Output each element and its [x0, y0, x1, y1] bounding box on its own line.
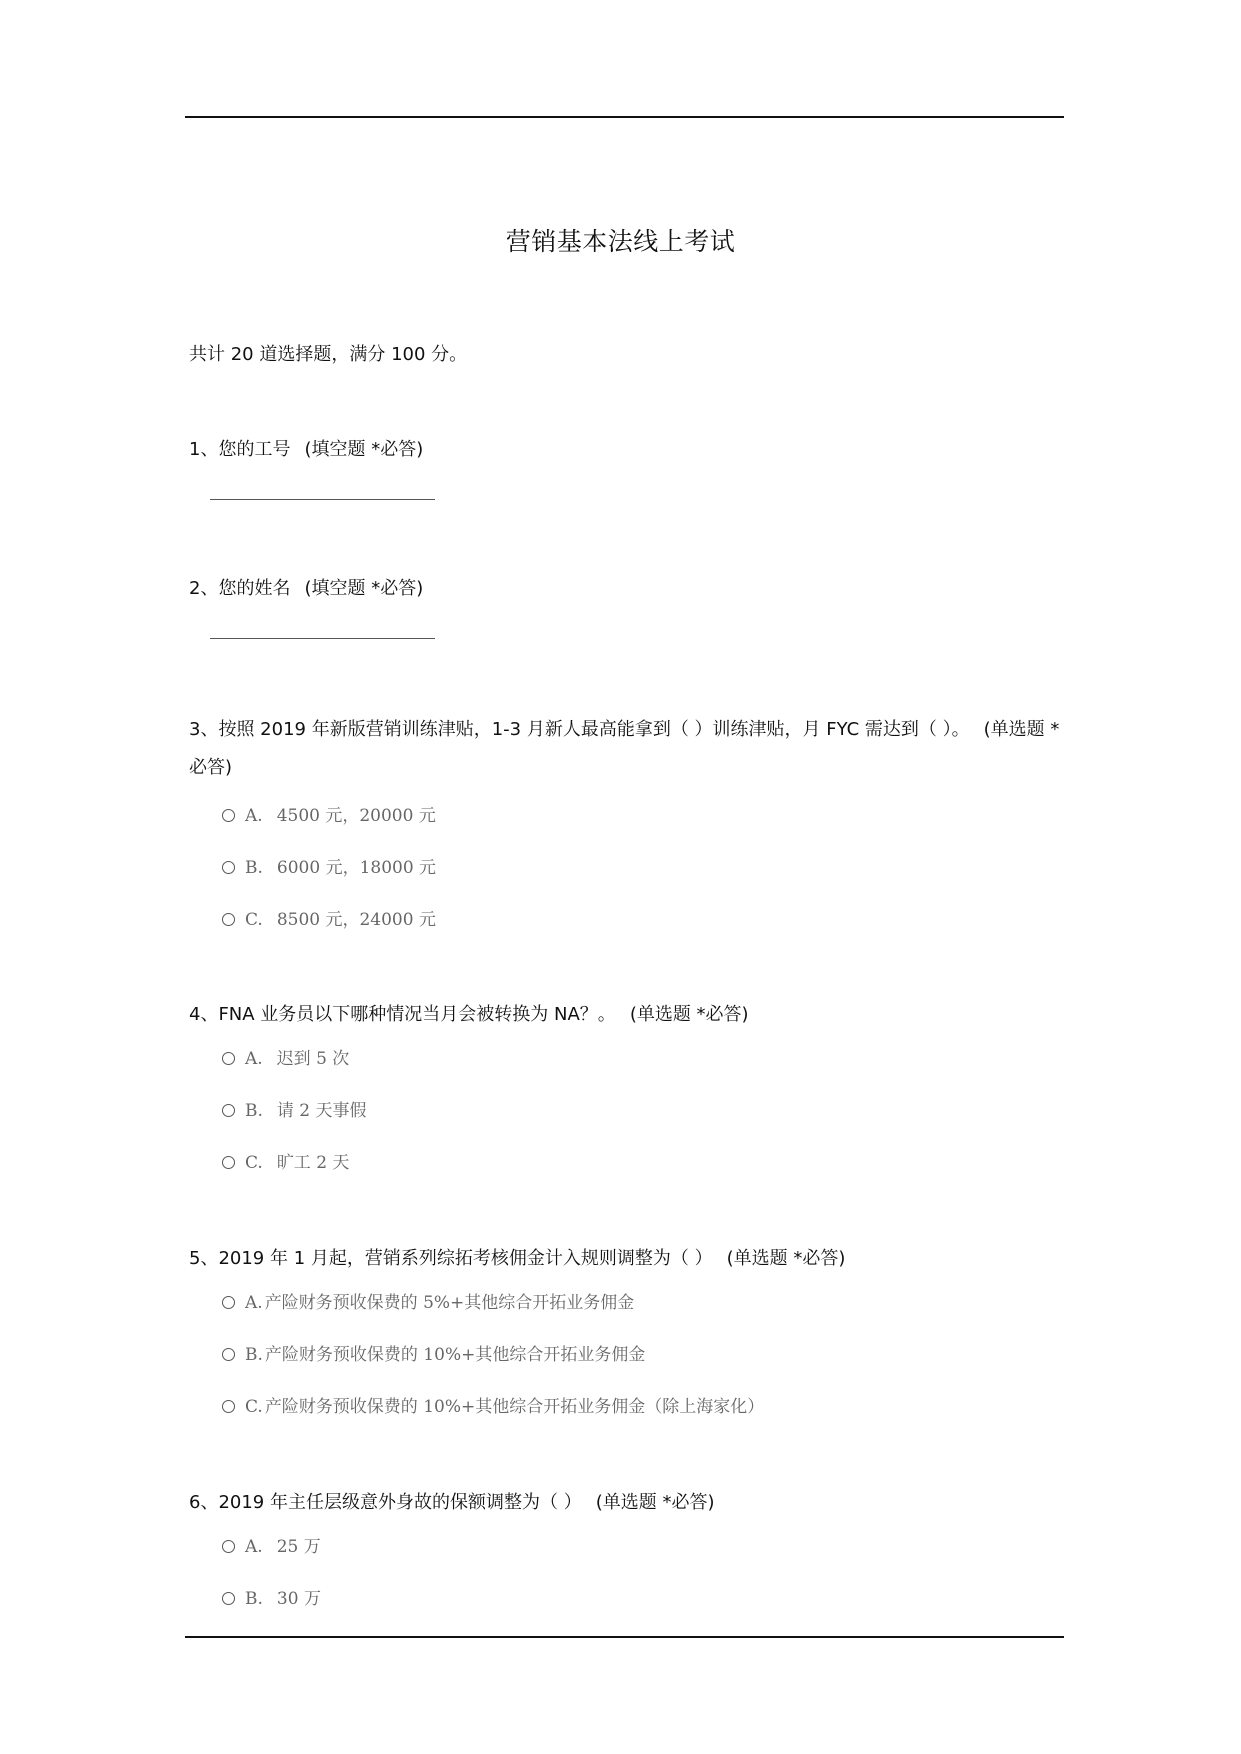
- question-text: 6、2019 年主任层级意外身故的保额调整为（ ）: [189, 1492, 582, 1513]
- question-6: [189, 1484, 1061, 1522]
- radio-icon[interactable]: [222, 1156, 235, 1169]
- radio-icon[interactable]: [222, 1104, 235, 1117]
- radio-icon[interactable]: [222, 913, 235, 926]
- option-5c[interactable]: C. 产险财务预收保费的 10%+其他综合开拓业务佣金（除上海家化）: [222, 1392, 764, 1417]
- radio-icon[interactable]: [222, 1540, 235, 1553]
- question-type-tag: (单选题 *必答): [189, 719, 1060, 778]
- option-3a[interactable]: A. 4500 元，20000 元: [222, 801, 436, 826]
- radio-icon[interactable]: [222, 1348, 235, 1361]
- footer-rule: [185, 1636, 1064, 1638]
- question-type-tag: (填空题 *必答): [304, 578, 424, 599]
- radio-icon[interactable]: [222, 1592, 235, 1605]
- radio-icon[interactable]: [222, 1052, 235, 1065]
- option-5a[interactable]: A. 产险财务预收保费的 5%+其他综合开拓业务佣金: [222, 1288, 634, 1313]
- page-title: 营销基本法线上考试: [505, 227, 736, 256]
- question-type-tag: (单选题 *必答): [726, 1248, 846, 1269]
- exam-intro: 共计 20 道选择题，满分 100 分。: [189, 344, 468, 365]
- question-text: 1、您的工号: [189, 439, 291, 460]
- question-5: [189, 1240, 1061, 1278]
- question-4: [189, 996, 1061, 1034]
- question-type-tag: (单选题 *必答): [595, 1492, 715, 1513]
- radio-icon[interactable]: [222, 1400, 235, 1413]
- option-4b[interactable]: B. 请 2 天事假: [222, 1096, 367, 1121]
- option-3c[interactable]: C. 8500 元，24000 元: [222, 905, 436, 930]
- question-type-tag: (填空题 *必答): [304, 439, 424, 460]
- question-text: 5、2019 年 1 月起，营销系列综拓考核佣金计入规则调整为（ ）: [189, 1248, 713, 1269]
- question-3: [189, 711, 1061, 787]
- answer-blank-1[interactable]: [210, 499, 435, 500]
- option-5b[interactable]: B. 产险财务预收保费的 10%+其他综合开拓业务佣金: [222, 1340, 645, 1365]
- radio-icon[interactable]: [222, 861, 235, 874]
- option-3b[interactable]: B. 6000 元，18000 元: [222, 853, 436, 878]
- option-4a[interactable]: A. 迟到 5 次: [222, 1044, 349, 1069]
- question-1: [189, 431, 1061, 469]
- question-type-tag: (单选题 *必答): [629, 1004, 749, 1025]
- question-2: [189, 570, 1061, 608]
- question-text: 4、FNA 业务员以下哪种情况当月会被转换为 NA？。: [189, 1004, 616, 1025]
- question-text: 2、您的姓名: [189, 578, 291, 599]
- option-6a[interactable]: A. 25 万: [222, 1532, 321, 1557]
- option-6b[interactable]: B. 30 万: [222, 1584, 321, 1609]
- header-rule: [185, 116, 1064, 118]
- radio-icon[interactable]: [222, 1296, 235, 1309]
- question-text: 3、按照 2019 年新版营销训练津贴，1-3 月新人最高能拿到（ ）训练津贴，月 FYC 需达到（ ）。: [189, 719, 970, 740]
- answer-blank-2[interactable]: [210, 638, 435, 639]
- radio-icon[interactable]: [222, 809, 235, 822]
- option-4c[interactable]: C. 旷工 2 天: [222, 1148, 349, 1173]
